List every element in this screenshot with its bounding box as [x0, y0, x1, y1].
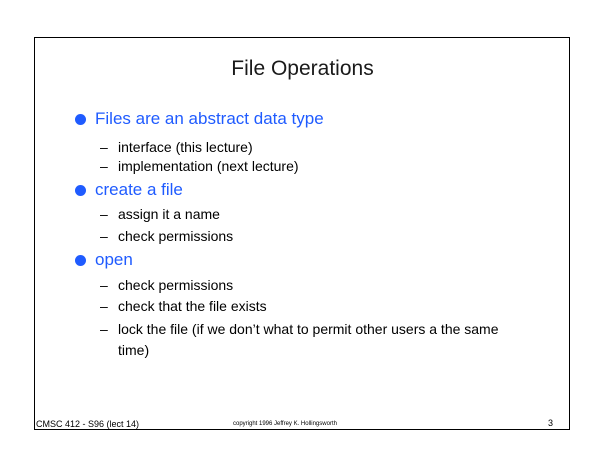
footer-course: CMSC 412 - S96 (lect 14)	[36, 419, 140, 429]
sub-item	[100, 275, 520, 296]
slide-title: File Operations	[231, 57, 374, 80]
sub-item	[100, 319, 520, 361]
dash-icon: –	[100, 139, 108, 155]
dash-icon: –	[100, 298, 108, 314]
sub-item-text: check permissions	[118, 228, 234, 244]
sub-item-text: lock the file (if we don’t what to permit other users a the same time)	[118, 321, 499, 358]
sub-item	[100, 204, 520, 225]
bullet-dot-icon	[75, 255, 86, 266]
sub-item	[100, 296, 520, 317]
sub-item-text: assign it a name	[118, 206, 220, 222]
dash-icon: –	[100, 206, 108, 222]
sub-item	[100, 226, 520, 247]
dash-icon: –	[100, 321, 108, 337]
dash-icon: –	[100, 277, 108, 293]
bullet-item	[75, 250, 133, 270]
bullet-dot-icon	[75, 185, 86, 196]
bullet-text: create a file	[95, 180, 183, 199]
bullet-text: open	[95, 250, 133, 269]
dash-icon: –	[100, 158, 108, 174]
page-number: 3	[548, 418, 554, 428]
sub-item-text: implementation (next lecture)	[118, 158, 299, 174]
bullet-text: Files are an abstract data type	[95, 109, 324, 128]
bullet-item	[75, 109, 324, 129]
sub-item-text: check permissions	[118, 277, 234, 293]
bullet-dot-icon	[75, 114, 86, 125]
sub-item	[100, 137, 520, 158]
sub-item-text: interface (this lecture)	[118, 139, 253, 155]
sub-item-text: check that the file exists	[118, 298, 267, 314]
dash-icon: –	[100, 228, 108, 244]
footer-copyright: copyright 1996 Jeffrey K. Hollingsworth	[233, 421, 337, 427]
bullet-item	[75, 180, 183, 200]
sub-item	[100, 156, 520, 177]
